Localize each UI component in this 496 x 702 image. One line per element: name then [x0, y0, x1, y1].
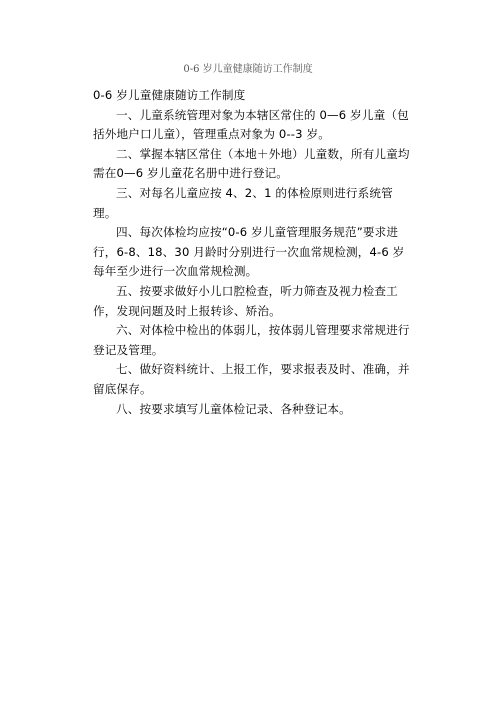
paragraph-8: 八、按要求填写儿童体检记录、各种登记本。 [116, 401, 351, 416]
paragraph-1: 一、儿童系统管理对象为本辖区常住的 0—6 岁儿童（包括外地户口儿童），管理重点对象为 0--3 岁。 [93, 107, 409, 142]
document-heading: 0-6 岁儿童健康随访工作制度 [93, 88, 246, 102]
document-body [93, 86, 411, 419]
paragraph-3: 三、对每名儿童应按 4、2、1 的体检原则进行系统管理。 [93, 185, 393, 220]
paragraph-6: 六、对体检中检出的体弱儿，按体弱儿管理要求常规进行登记及管理。 [93, 323, 410, 357]
paragraph-5: 五、按要求做好小儿口腔检查，听力筛查及视力检查工作，发现问题及时上报转诊、矫治。 [93, 283, 398, 318]
paragraph-7: 七、做好资料统计、上报工作，要求报表及时、准确，并留底保存。 [93, 362, 410, 396]
paragraph-2: 二、掌握本辖区常住（本地＋外地）儿童数，所有儿童均需在0—6 岁儿童花名册中进行登记。 [93, 146, 410, 181]
paragraph-4: 四、每次体检均应按“0-6 岁儿童管理服务规范”要求进行，6-8、18、30 月龄时分别进行一次血常规检测，4-6 岁每年至少进行一次血常规检测。 [93, 225, 405, 279]
page-header-title: 0-6 岁儿童健康随访工作制度 [183, 64, 313, 75]
